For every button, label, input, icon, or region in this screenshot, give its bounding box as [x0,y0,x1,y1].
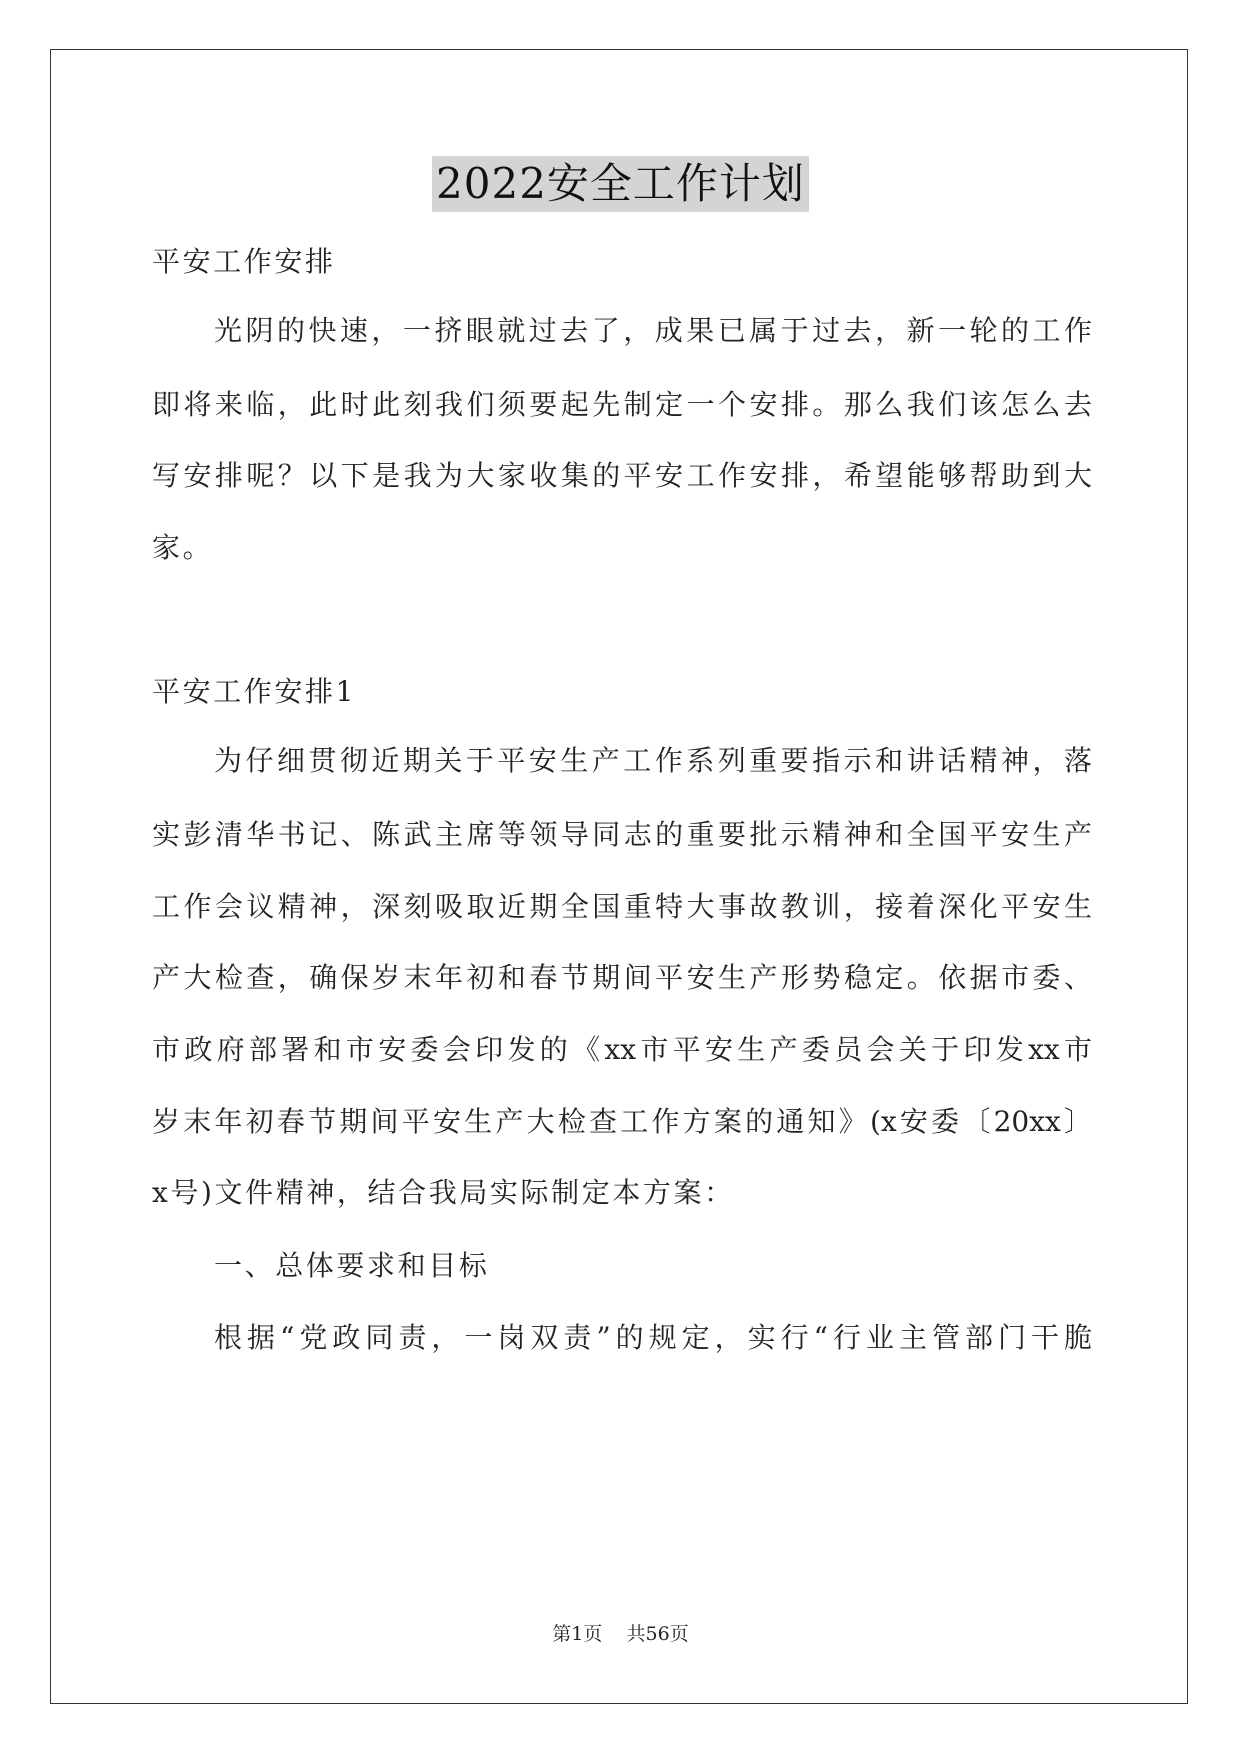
body-line: 工作会议精神，深刻吸取近期全国重特大事故教训，接着深化平安生 [152,890,1092,923]
body-line: 产大检查，确保岁末年初和春节期间平安生产形势稳定。依据市委、 [152,961,1092,994]
body-line: 即将来临，此时此刻我们须要起先制定一个安排。那么我们该怎么去 [152,388,1092,421]
section-heading: 平安工作安排1 [152,675,357,708]
document-title: 2022安全工作计划 [432,156,809,212]
page-number: 第1页 共56页 [552,1623,689,1645]
body-line: 实彭清华书记、陈武主席等领导同志的重要批示精神和全国平安生产 [152,818,1092,851]
subsection-heading: 一、总体要求和目标 [214,1249,490,1282]
body-line: 岁末年初春节期间平安生产大检查工作方案的通知》(x安委〔20xx〕 [152,1105,1092,1138]
body-line: 家。 [152,531,214,564]
page-border [50,49,1188,1704]
body-line: x号)文件精神，结合我局实际制定本方案： [152,1176,735,1209]
body-line: 写安排呢？以下是我为大家收集的平安工作安排，希望能够帮助到大 [152,459,1092,492]
body-line: 光阴的快速，一挤眼就过去了，成果已属于过去，新一轮的工作 [214,314,1092,347]
title-container [0,156,1241,212]
body-line: 市政府部署和市安委会印发的《xx市平安生产委员会关于印发xx市 [152,1033,1092,1066]
section-heading: 平安工作安排 [152,245,336,278]
body-line: 根据“党政同责，一岗双责”的规定，实行“行业主管部门干脆 [214,1321,1092,1354]
body-line: 为仔细贯彻近期关于平安生产工作系列重要指示和讲话精神，落 [214,744,1092,777]
